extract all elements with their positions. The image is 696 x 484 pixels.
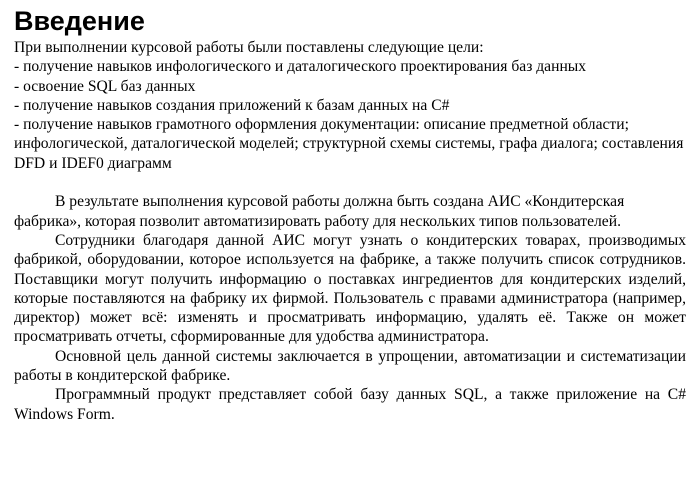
goals-list xyxy=(14,38,686,173)
goal-item: - освоение SQL баз данных xyxy=(14,77,196,95)
goal-item: - получение навыков грамотного оформления документации: описание предметной области; инфологической, даталогической моделей; структурной схемы системы, графа диалога; составления DFD и IDEF0 диаграмм xyxy=(14,116,684,172)
paragraph-result: В результате выполнения курсовой работы должна быть создана АИС «Кондитерская фабрика», которая позволит автоматизировать работу для нескольких типов пользователей. xyxy=(14,193,625,230)
page-title: Введение xyxy=(14,6,145,36)
goals-intro: При выполнении курсовой работы были поставлены следующие цели: xyxy=(14,39,484,56)
paragraph-goal: Основной цель данной системы заключается в упрощении, автоматизации и систематизации работы в кондитерской фабрике. xyxy=(14,347,686,385)
goal-item: - получение навыков создания приложений к базам данных на C# xyxy=(14,96,450,114)
goal-item: - получение навыков инфологического и даталогического проектирования баз данных xyxy=(14,58,587,76)
blank-line xyxy=(14,173,686,192)
paragraph-product: Программный продукт представляет собой базу данных SQL, а также приложение на C# Windows Form. xyxy=(14,386,686,423)
document-body xyxy=(14,38,686,424)
document-page xyxy=(14,4,686,424)
paragraph-users: Сотрудники благодаря данной АИС могут узнать о кондитерских товарах, производимых фабрикой, оборудовании, которое используется на фабрике, а также получить список сотрудников. Поставщики могут получить информацию о поставках ингредиентов для кондитерских изделий, которые поставляются на фабрику их фирмой. Пользователь с правами администратора (например, директор) может всё: изменять и просматривать информацию, удалять её. Также он может просматривать отчеты, сформированные для удобства администратора. xyxy=(14,231,686,346)
